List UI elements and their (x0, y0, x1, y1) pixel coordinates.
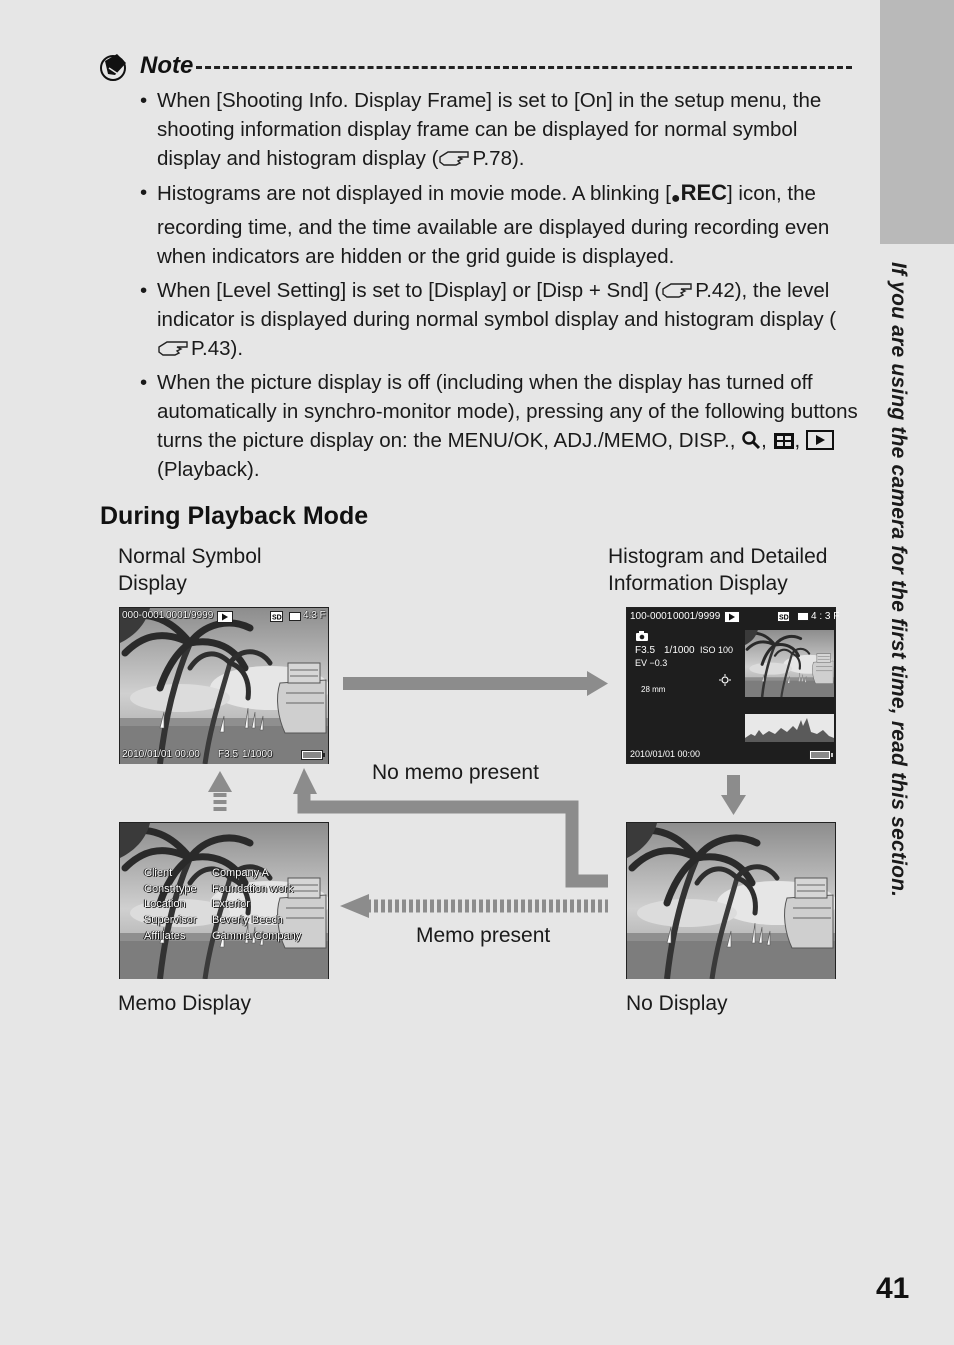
page-number: 41 (876, 1272, 910, 1305)
aspect-quality: 4:3 F (303, 610, 326, 621)
shutter-speed: 1/1000 (664, 645, 695, 656)
memo-display-label: Memo Display (118, 992, 252, 1015)
memo-value: Gamma Company (212, 930, 302, 942)
memo-value: Exterior (212, 898, 250, 910)
arrow-normal-to-histogram (343, 671, 608, 696)
arrow-no-memo-return (293, 768, 608, 881)
memo-value: Company A (212, 867, 269, 879)
chapter-tab-label: If you are using the camera for the first time, read this section. (887, 262, 910, 898)
exposure-compensation: EV −0.3 (635, 658, 668, 668)
svg-text:SD: SD (272, 614, 282, 622)
section-title: During Playback Mode (100, 502, 369, 530)
frame-count: 0001/9999 (166, 610, 214, 621)
aperture-value: F3.5 (635, 645, 656, 656)
memo-value: Foundation work (212, 883, 294, 895)
memo-value: Beverly Beech (212, 914, 283, 926)
memo-present-label: Memo present (416, 924, 551, 947)
memo-key: Supervisor (144, 914, 197, 926)
note-bullet: • When [Shooting Info. Display Frame] is set to [On] in the setup menu, the shooting information display frame can be displayed for normal symbol display and histogram display ( P.78). (140, 86, 860, 173)
shutter-speed: 1/1000 (242, 749, 273, 760)
histogram-display-label: Histogram and Detailed Information Display (608, 545, 828, 595)
aspect-quality: 4 : 3 F (811, 611, 840, 622)
frame-count: 0001/9999 (673, 611, 721, 622)
iso-value: ISO 100 (700, 645, 734, 655)
capture-date: 2010/01/01 00:00 (122, 749, 200, 760)
arrow-memo-present (340, 894, 608, 918)
capture-date: 2010/01/01 00:00 (630, 749, 701, 759)
arrow-memo-to-normal (208, 771, 232, 811)
note-bullet: • When the picture display is off (including when the display has turned off automatically in synchro-monitor mode), pressing any of the following buttons turns the picture display on: the MENU/OK, ADJ./MEMO, DISP., , , (Playback). (140, 368, 860, 484)
no-display-label: No Display (626, 992, 728, 1015)
memo-key: Client (144, 867, 173, 879)
no-memo-present-label: No memo present (372, 761, 539, 784)
svg-text:SD: SD (779, 614, 789, 622)
aperture-value: F3.5 (218, 749, 239, 760)
record-dot-icon: ● (670, 190, 681, 207)
file-number: 100-0001 (630, 611, 673, 622)
focal-length: 28 mm (641, 685, 666, 694)
normal-symbol-display-label: Normal Symbol Display (118, 545, 262, 595)
memo-key: Location (144, 898, 186, 910)
file-number: 000-0001 (122, 610, 165, 621)
rec-indicator: REC (680, 180, 728, 205)
note-title: Note (140, 52, 194, 79)
memo-key: Const.type (144, 883, 197, 895)
note-bullet: • Histograms are not displayed in movie mode. A blinking [●REC] icon, the recording time, and the time available are displayed during recording even when indicators are hidden or the grid guide is displayed. (140, 178, 860, 271)
memo-key: Affiliates (144, 930, 186, 942)
note-bullet: • When [Level Setting] is set to [Display] or [Disp + Snd] ( P.42), the level indicator is displayed during normal symbol display and histogram display (P.43). (140, 276, 860, 363)
arrow-histogram-to-no-display (721, 775, 746, 815)
